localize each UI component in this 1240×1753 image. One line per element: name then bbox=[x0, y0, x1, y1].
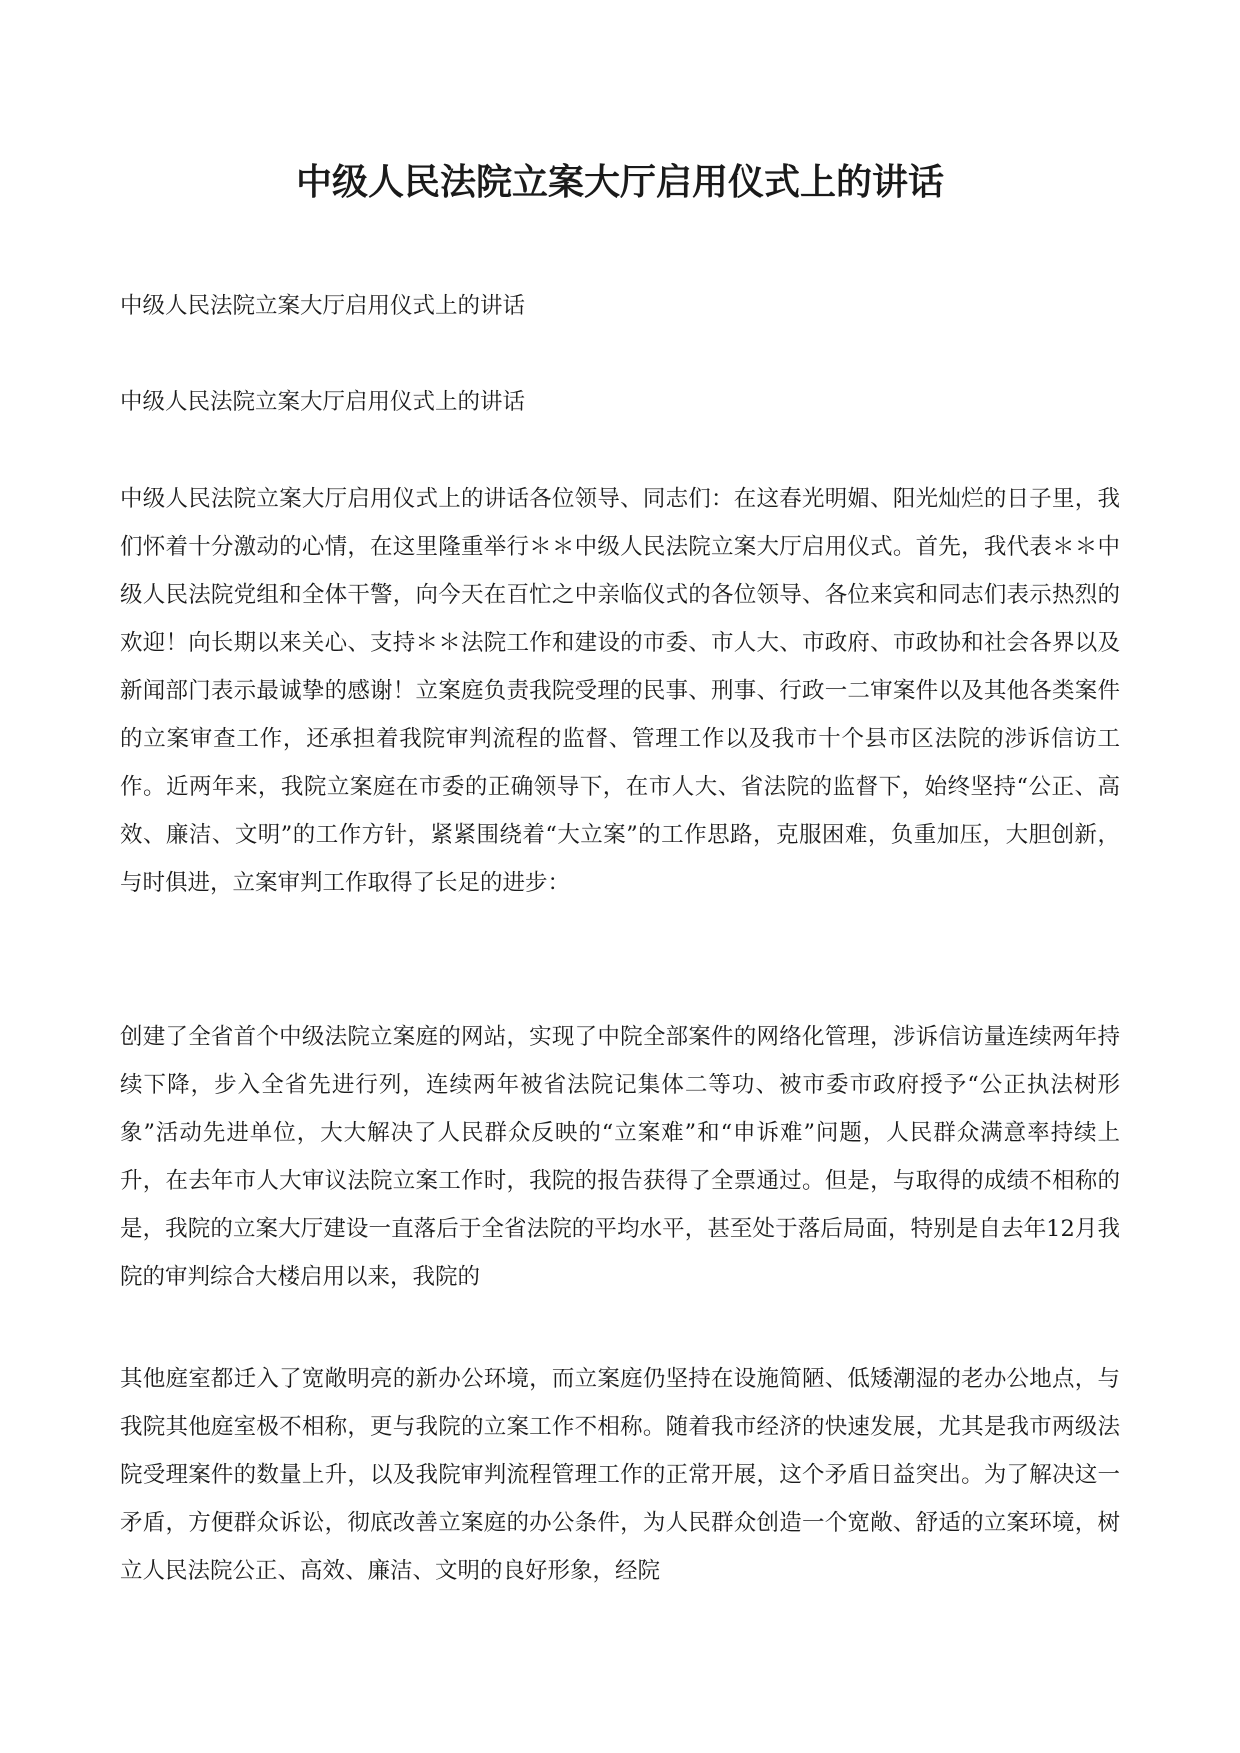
paragraph-3: 中级人民法院立案大厅启用仪式上的讲话各位领导、同志们：在这春光明媚、阳光灿烂的日子里，我们怀着十分激动的心情，在这里隆重举行＊＊中级人民法院立案大厅启用仪式。首先，我代表＊＊中级人民法院党组和全体干警，向今天在百忙之中亲临仪式的各位领导、各位来宾和同志们表示热烈的欢迎！向长期以来关心、支持＊＊法院工作和建设的市委、市人大、市政府、市政协和社会各界以及新闻部门表示最诚挚的感谢！立案庭负责我院受理的民事、刑事、行政一二审案件以及其他各类案件的立案审查工作，还承担着我院审判流程的监督、管理工作以及我市十个县市区法院的涉诉信访工作。近两年来，我院立案庭在市委的正确领导下，在市人大、省法院的监督下，始终坚持“公正、高效、廉洁、文明”的工作方针，紧紧围绕着“大立案”的工作思路，克服困难，负重加压，大胆创新，与时俱进，立案审判工作取得了长足的进步： bbox=[120, 486, 1120, 896]
paragraph-1: 中级人民法院立案大厅启用仪式上的讲话 bbox=[120, 293, 526, 319]
paragraph-2: 中级人民法院立案大厅启用仪式上的讲话 bbox=[120, 389, 526, 415]
paragraph-4: 创建了全省首个中级法院立案庭的网站，实现了中院全部案件的网络化管理，涉诉信访量连续两年持续下降，步入全省先进行列，连续两年被省法院记集体二等功、被市委市政府授予“公正执法树形象”活动先进单位，大大解决了人民群众反映的“立案难”和“申诉难”问题，人民群众满意率持续上升，在去年市人大审议法院立案工作时，我院的报告获得了全票通过。但是，与取得的成绩不相称的是，我院的立案大厅建设一直落后于全省法院的平均水平，甚至处于落后局面，特别是自去年12月我院的审判综合大楼启用以来，我院的 bbox=[120, 1024, 1120, 1290]
paragraph-5: 其他庭室都迁入了宽敞明亮的新办公环境，而立案庭仍坚持在设施简陋、低矮潮湿的老办公地点，与我院其他庭室极不相称，更与我院的立案工作不相称。随着我市经济的快速发展，尤其是我市两级法院受理案件的数量上升，以及我院审判流程管理工作的正常开展，这个矛盾日益突出。为了解决这一矛盾，方便群众诉讼，彻底改善立案庭的办公条件，为人民群众创造一个宽敞、舒适的立案环境，树立人民法院公正、高效、廉洁、文明的良好形象，经院 bbox=[120, 1366, 1120, 1584]
page-title: 中级人民法院立案大厅启用仪式上的讲话 bbox=[295, 161, 944, 203]
